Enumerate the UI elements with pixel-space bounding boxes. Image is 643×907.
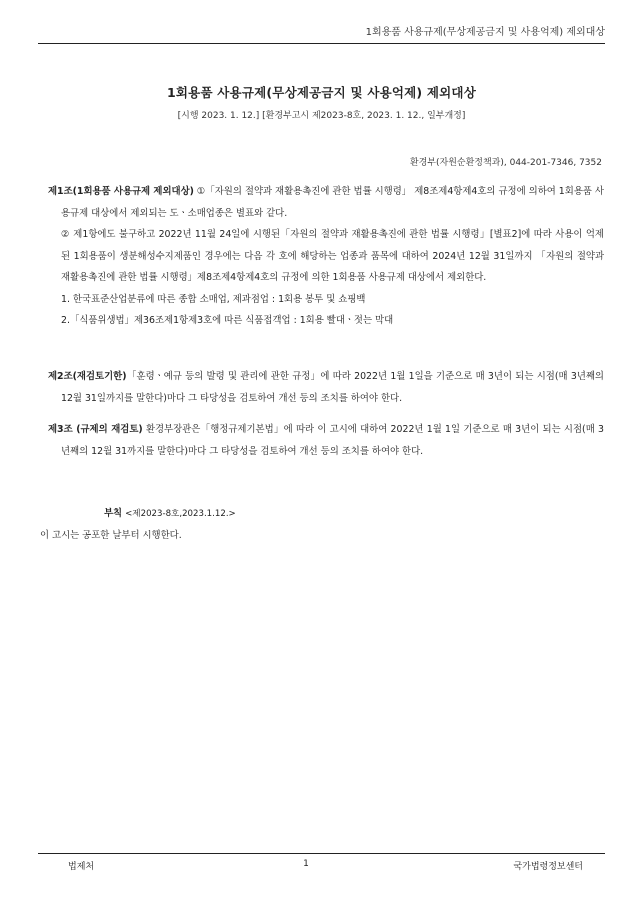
article-3-heading: 제3조 (규제의 재검토) [48, 424, 143, 435]
article-1-heading: 제1조(1회용품 사용규제 제외대상) [48, 186, 194, 197]
article-3-text: 환경부장관은「행정규제기본법」에 따라 이 고시에 대하여 2022년 1월 1일 기준으로 매 3년이 되는 시점(매 3년째의 12월 31까지를 말한다)마다 그 타당성을 검토하여 개선 등의 조치를 하여야 한다. [61, 424, 604, 457]
addendum-heading [104, 505, 236, 519]
article-1-item-2: 2.「식품위생법」제36조제1항제3호에 따른 식품접객업 : 1회용 빨대ㆍ젓는 막대 [61, 315, 394, 326]
footer-publisher: 법제처 [68, 862, 95, 872]
article-2-heading: 제2조(재검토기한) [48, 371, 127, 382]
article-1 [48, 181, 604, 332]
article-2-text: 「훈령ㆍ예규 등의 발령 및 관리에 관한 규정」에 따라 2022년 1월 1일을 기준으로 매 3년이 되는 시점(매 3년째의 12월 31일까지를 말한다)마다 그 타당성을 검토하여 개선 등의 조치를 하여야 한다. [61, 371, 604, 404]
addendum-label: 부칙 [104, 508, 123, 519]
document-title: 1회용품 사용규제(무상제공금지 및 사용억제) 제외대상 [167, 85, 476, 100]
footer-source: 국가법령정보센터 [513, 862, 583, 872]
article-1-paragraph-1 [48, 181, 604, 224]
article-1-paragraph-1-text: ①「자원의 절약과 재활용촉진에 관한 법률 시행령」 제8조제4항제4호의 규정에 의하여 1회용품 사용규제 대상에서 제외되는 도ㆍ소매업종은 별표와 같다. [61, 186, 604, 219]
article-2-paragraph [48, 366, 604, 409]
running-header: 1회용품 사용규제(무상제공금지 및 사용억제) 제외대상 [38, 26, 605, 44]
article-1-item-1: 1. 한국표준산업분류에 따른 종합 소매업, 제과점업 : 1회용 봉투 및 쇼핑백 [61, 293, 366, 305]
article-3-paragraph [48, 419, 604, 462]
article-1-paragraph-2: ② 제1항에도 불구하고 2022년 11월 24일에 시행된「자원의 절약과 재활용촉진에 관한 법률 시행령」[별표2]에 따라 사용이 억제된 1회용품이 생분해성수지제품인 경우에는 다음 각 호에 해당하는 업종과 품목에 대하여 2024년 12월 31일까지 「자원의 절약과 재활용촉진에 관한 법률 시행령」제8조제4항제4호의 규정에 의한 1회용품 사용규제 대상에서 제외한다. [61, 229, 604, 283]
ministry-contact: 환경부(자원순환정책과), 044-201-7346, 7352 [409, 158, 602, 168]
document-subtitle: [시행 2023. 1. 12.] [환경부고시 제2023-8호, 2023. 1. 12., 일부개정] [177, 111, 466, 121]
article-2 [48, 366, 604, 409]
article-3 [48, 419, 604, 462]
footer-page-number: 1 [303, 859, 309, 869]
addendum-reference: <제2023-8호,2023.1.12.> [125, 509, 236, 519]
footer-divider [38, 853, 605, 854]
addendum-text: 이 고시는 공포한 날부터 시행한다. [40, 530, 182, 541]
